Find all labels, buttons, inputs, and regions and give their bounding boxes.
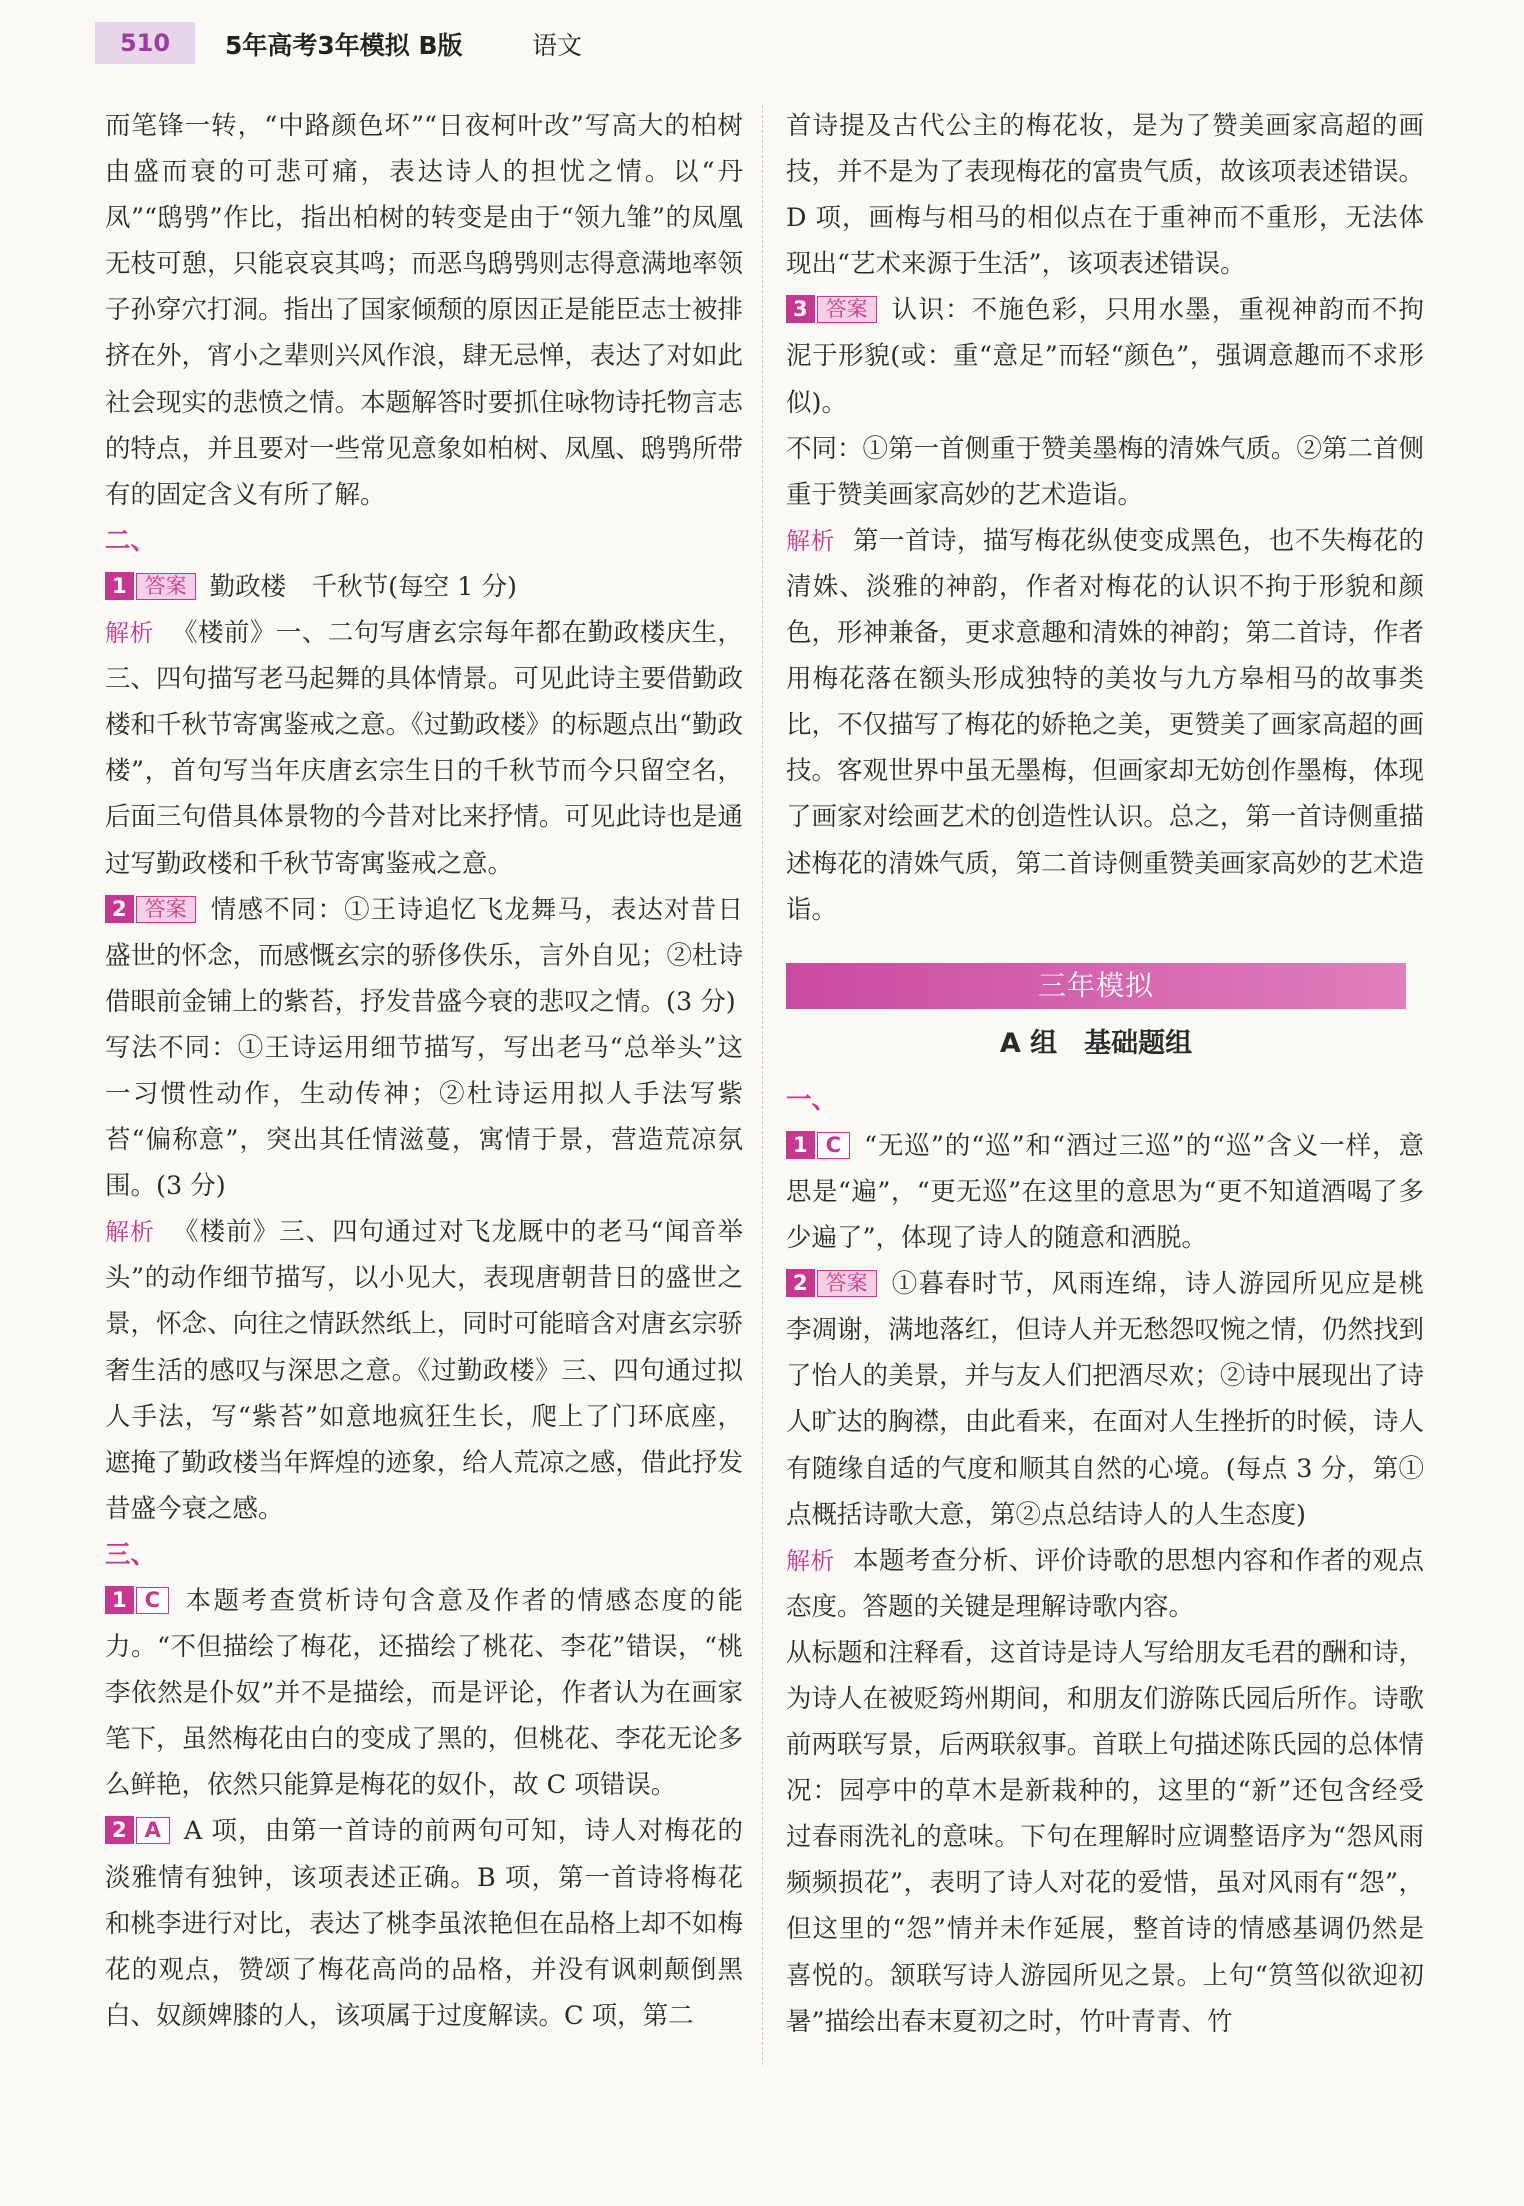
answer-text: A 项，由第一首诗的前两句可知，诗人对梅花的淡雅情有独钟，该项表述正确。B 项，第一首诗将梅花和桃李进行对比，表达了桃李虽浓艳但在品格上却不如梅花的观点，赞颂了梅花高尚的品格，并没有讽刺颠倒黑白、奴颜婢膝的人，该项属于过度解读。C 项，第二 <box>105 1816 743 2031</box>
analysis-label: 解析 <box>105 1218 156 1247</box>
analysis-g2-part2: 从标题和注释看，这首诗是诗人写给朋友毛君的酬和诗，为诗人在被贬筠州期间，和朋友们游陈氏园后所作。诗歌前两联写景，后两联叙事。首联上句描述陈氏园的总体情况：园亭中的草木是新栽种的，这里的“新”还包含经受过春雨洗礼的意味。下句在理解时应调整语序为“怨风雨频频损花”，表明了诗人对花的爱惜，虽对风雨有“怨”，但这里的“怨”情并未作延展，整首诗的情感基调仍然是喜悦的。颔联写诗人游园所见之景。上句“筼筜似欲迎初暑”描绘出春末夏初之时，竹叶青青、竹 <box>786 1637 1424 2037</box>
answer-q2 <box>105 887 743 1025</box>
intro-paragraph: 而笔锋一转，“中路颜色坏”“日夜柯叶改”写高大的柏树由盛而衰的可悲可痛，表达诗人的担忧之情。以“丹凤”“鸱鸮”作比，指出柏树的转变是由于“领九雏”的凤凰无枝可憩，只能哀哀其鸣；而恶鸟鸱鸮则志得意满地率领子孙穿穴打洞。指出了国家倾颓的原因正是能臣志士被排挤在外，宵小之辈则兴风作浪，肆无忌惮，表达了对如此社会现实的悲愤之情。本题解答时要抓住咏物诗托物言志的特点，并且要对一些常见意象如柏树、凤凰、鸱鸮所带有的固定含义有所了解。 <box>105 111 743 510</box>
answer-s3q2 <box>105 1808 743 2038</box>
answer-q3 <box>786 287 1424 425</box>
page-header <box>0 0 1524 90</box>
answer-s3q1 <box>105 1578 743 1808</box>
answer-text: 情感不同：①王诗追忆飞龙舞马，表达对昔日盛世的怀念，而感慨玄宗的骄侈佚乐，言外自见；②杜诗借眼前金铺上的紫苔，抒发昔盛今衰的悲叹之情。(3 分) <box>105 894 743 1017</box>
question-number: 3 <box>786 295 815 323</box>
question-number: 2 <box>105 1816 134 1844</box>
analysis-text: 本题考查分析、评价诗歌的思想内容和作者的观点态度。答题的关键是理解诗歌内容。 <box>786 1545 1424 1622</box>
answer-tag: 答案 <box>817 1270 877 1297</box>
analysis-text: 第一首诗，描写梅花纵使变成黑色，也不失梅花的清姝、淡雅的神韵，作者对梅花的认识不拘于形貌和颜色，形神兼备，更求意趣和清姝的神韵；第二首诗，作者用梅花落在额头形成独特的美妆与九方皋相马的故事类比，不仅描写了梅花的娇艳之美，更赞美了画家高超的画技。客观世界中虽无墨梅，但画家却无妨创作墨梅，体现了画家对绘画艺术的创造性认识。总之，第一首诗侧重描述梅花的清姝气质，第二首诗侧重赞美画家高妙的艺术造诣。 <box>786 525 1424 925</box>
page-number: 510 <box>95 22 195 64</box>
analysis-label: 解析 <box>786 526 835 555</box>
analysis-text: 《楼前》三、四句通过对飞龙厩中的老马“闻音举头”的动作细节描写，以小见大，表现唐朝昔日的盛世之景，怀念、向往之情跃然纸上，同时可能暗含对唐玄宗骄奢生活的感叹与深思之意。《过勤政楼》三、四句通过拟人手法，写“紫苔”如意地疯狂生长，爬上了门环底座，遮掩了勤政楼当年辉煌的迹象，给人荒凉之感，借此抒发昔盛今衰之感。 <box>105 1217 743 1524</box>
group-title: A 组 基础题组 <box>999 1027 1193 1059</box>
analysis-text: 《楼前》一、二句写唐玄宗每年都在勤政楼庆生，三、四句描写老马起舞的具体情景。可见此诗主要借勤政楼和千秋节寄寓鉴戒之意。《过勤政楼》的标题点出“勤政楼”，首句写当年庆唐玄宗生日的千秋节而今只留空名，后面三句借具体景物的今昔对比来抒情。可见此诗也是通过写勤政楼和千秋节寄寓鉴戒之意。 <box>105 618 743 879</box>
analysis-q3 <box>786 518 1424 933</box>
question-number: 1 <box>786 1131 815 1159</box>
answer-tag: 答案 <box>136 573 196 600</box>
section-heading: 三、 <box>105 1539 157 1570</box>
question-number: 1 <box>105 572 134 600</box>
book-title: 5年高考3年模拟 B版 <box>225 31 463 60</box>
right-column <box>786 103 1424 2045</box>
question-number: 1 <box>105 1586 134 1614</box>
answer-text: ①暮春时节，风雨连绵，诗人游园所见应是桃李凋谢，满地落红，但诗人并无愁怨叹惋之情，仍然找到了怡人的美景，并与友人们把酒尽欢；②诗中展现出了诗人旷达的胸襟，由此看来，在面对人生挫折的时候，诗人有随缘自适的气度和顺其自然的心境。(每点 3 分，第①点概括诗歌大意，第②点总结诗人的人生态度) <box>786 1269 1424 1530</box>
section-heading: 一、 <box>786 1084 838 1115</box>
answer-text: 认识：不施色彩，只用水墨，重视神韵而不拘泥于形貌(或：重“意足”而轻“颜色”，强调意趣而不求形似)。 <box>786 295 1424 418</box>
answer-g1 <box>786 1123 1424 1261</box>
answer-text: 勤政楼 千秋节(每空 1 分) <box>209 571 517 602</box>
section-heading: 二、 <box>105 525 157 556</box>
answer-q1 <box>105 564 743 610</box>
answer-text: 本题考查赏析诗句含意及作者的情感态度的能力。“不但描绘了梅花，还描绘了桃花、李花”错误，“桃李依然是仆奴”并不是描绘，而是评论，作者认为在画家笔下，虽然梅花由白的变成了黑的，但桃花、李花无论多么鲜艳，依然只能算是梅花的奴仆，故 C 项错误。 <box>105 1586 743 1801</box>
question-number: 2 <box>786 1269 815 1297</box>
answer-g2 <box>786 1261 1424 1538</box>
answer-text: “无巡”的“巡”和“酒过三巡”的“巡”含义一样，意思是“遍”，“更无巡”在这里的意思为“更不知道酒喝了多少遍了”，体现了诗人的随意和洒脱。 <box>786 1130 1424 1254</box>
book-subject: 语文 <box>532 31 583 60</box>
analysis-q1 <box>105 610 743 887</box>
continued-paragraph: 首诗提及古代公主的梅花妆，是为了赞美画家高超的画技，并不是为了表现梅花的富贵气质，故该项表述错误。D 项，画梅与相马的相似点在于重神而不重形，无法体现出“艺术来源于生活”，该项表述错误。 <box>786 111 1424 280</box>
answer-tag: 答案 <box>817 296 877 323</box>
analysis-label: 解析 <box>786 1546 835 1575</box>
answer-letter: C <box>817 1132 850 1159</box>
analysis-g2 <box>786 1538 1424 1630</box>
question-number: 2 <box>105 895 134 923</box>
answer-q2-part2: 写法不同：①王诗运用细节描写，写出老马“总举头”这一习惯性动作，生动传神；②杜诗运用拟人手法写紫苔“偏称意”，突出其任情滋蔓，寓情于景，营造荒凉氛围。(3 分) <box>105 1032 743 1202</box>
left-column <box>105 103 743 2039</box>
answer-tag: 答案 <box>136 896 196 923</box>
section-banner: 三年模拟 <box>786 963 1406 1009</box>
analysis-q2 <box>105 1209 743 1532</box>
analysis-label: 解析 <box>105 619 154 648</box>
answer-letter: A <box>136 1817 170 1844</box>
column-divider <box>762 105 763 2065</box>
answer-q3-part2: 不同：①第一首侧重于赞美墨梅的清姝气质。②第二首侧重于赞美画家高妙的艺术造诣。 <box>786 433 1424 510</box>
answer-letter: C <box>136 1587 169 1614</box>
